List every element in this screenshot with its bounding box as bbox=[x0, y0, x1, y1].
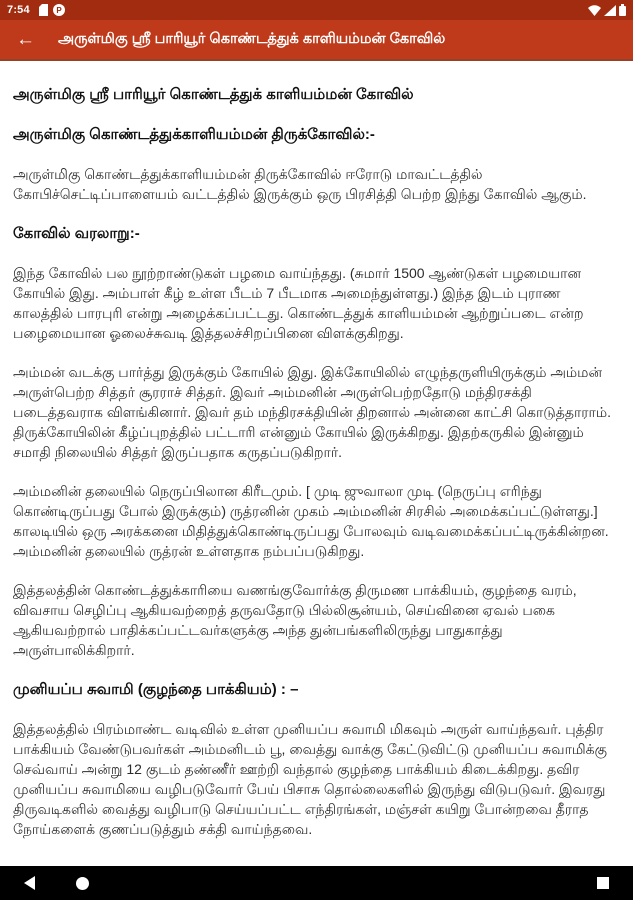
android-nav-bar bbox=[0, 866, 633, 900]
article-content bbox=[0, 61, 633, 866]
recents-square-shape bbox=[597, 877, 609, 889]
app-bar-title: அருள்மிகு ஸ்ரீ பாரியூர் கொண்டத்துக் காளியம்மன் கோவில் bbox=[58, 30, 446, 47]
cellular-signal-icon bbox=[604, 5, 616, 16]
back-triangle-shape bbox=[24, 876, 35, 890]
muniyappa-heading: முனியப்ப சுவாமி (குழந்தை பாக்கியம்) : – bbox=[13, 681, 299, 698]
history-heading: கோவில் வரலாறு:- bbox=[13, 225, 140, 242]
status-bar bbox=[0, 0, 633, 20]
svg-text:P: P bbox=[56, 6, 62, 15]
blessings-paragraph: இத்தலத்தின் கொண்டத்துக்காரியை வணங்குவோர்க்கு திருமண பாக்கியம், குழந்தை வரம், விவசாய செழிப்பு ஆகியவற்றைத் தருவதோடு பில்லிசூன்யம், செய்வினை ஏவல் பகை ஆகியவற்றால் பாதிக்கப்பட்டவர்களுக்கு அந்த துன்பங்களிலிருந்து பாதுகாத்து அருள்பாலிக்கிறார். bbox=[13, 582, 577, 658]
play-protect-icon bbox=[53, 4, 65, 16]
status-time: 7:54 bbox=[7, 4, 30, 16]
nav-recents-icon[interactable] bbox=[597, 877, 609, 889]
battery-icon bbox=[619, 4, 626, 16]
muniyappa-paragraph: இத்தலத்தில் பிரம்மாண்ட வடிவில் உள்ள முனியப்ப சுவாமி மிகவும் அருள் வாய்ந்தவர். புத்திர பாக்கியம் வேண்டுபவர்கள் அம்மனிடம் பூ, வைத்து வாக்கு கேட்டுவிட்டு முனியப்ப சுவாமிக்கு செவ்வாய் அன்று 12 குடம் தண்ணீர் ஊற்றி வந்தால் குழந்தை பாக்கியம் கிடைக்கிறது. தவிர முனியப்ப சுவாமியை வழிபடுவோர் பேய் பிசாசு தொல்லைகளில் இருந்து விடுபடுவர். இவரது திருவடிகளில் வைத்து வழிபாடு செய்யப்பட்ட எந்திரங்கள், மஞ்சள் கயிறு போன்றவை தீராத நோய்களைக் குணப்படுத்தும் சக்தி வாய்ந்தவை. bbox=[13, 721, 607, 837]
article-title-heading: அருள்மிகு ஸ்ரீ பாரியூர் கொண்டத்துக் காளியம்மன் கோவில் bbox=[13, 86, 414, 103]
history-paragraph-2: அம்மன் வடக்கு பார்த்து இருக்கும் கோயில் இது. இக்கோயிலில் எழுந்தருளியிருக்கும் அம்மன் அருள்பெற்ற சித்தர் சூரராச் சித்தர். இவர் அம்மனின் அருள்பெற்றதோடு மந்திரசக்தி படைத்தவராக விளங்கினார். இவர் தம் மந்திரசக்தியின் திறனால் அன்னை காட்சி கொடுத்தாராம். திருக்கோயிலின் கீழ்ப்புறத்தில் பட்டாரி என்னும் கோயில் இருக்கிறது. இதற்கருகில் இன்னும் சமாதி நிலையில் சித்தர் இருப்பதாக கருதப்படுகிறார். bbox=[13, 364, 612, 460]
wifi-icon bbox=[588, 5, 601, 16]
app-bar bbox=[0, 20, 633, 59]
temple-subtitle-heading: அருள்மிகு கொண்டத்துக்காளியம்மன் திருக்கோவில்:- bbox=[13, 126, 375, 143]
app-bar-shadow bbox=[0, 59, 633, 61]
intro-paragraph: அருள்மிகு கொண்டத்துக்காளியம்மன் திருக்கோவில் ஈரோடு மாவட்டத்தில் கோபிச்செட்டிப்பாளையம் வட்டத்தில் இருக்கும் ஒரு பிரசித்தி பெற்ற இந்து கோவில் ஆகும். bbox=[13, 166, 587, 202]
nav-home-icon[interactable] bbox=[35, 877, 89, 890]
status-right-icons bbox=[588, 4, 626, 16]
history-paragraph-1: இந்த கோவில் பல நூற்றாண்டுகள் பழமை வாய்ந்தது. (சுமார் 1500 ஆண்டுகள் பழமையான கோயில் இது. அம்பாள் கீழ் உள்ள பீடம் 7 பீடமாக அமைந்துள்ளது.) இந்த இடம் புராண காலத்தில் பாரபுரி என்று அழைக்கப்பட்டது. கொண்டத்துக் காளியம்மன் ஆற்றுப்படை என்ற பழைமையான ஓலைச்சுவடி இத்தலச்சிறப்பினை விளக்குகிறது. bbox=[13, 265, 584, 341]
status-left-icons bbox=[39, 4, 65, 16]
home-circle-shape bbox=[76, 877, 89, 890]
history-paragraph-3: அம்மனின் தலையில் நெருப்பிலான கிரீடமும். [ முடி ஜுவாலா முடி (நெருப்பு எரிந்து கொண்டிருப்பது போல் இருக்கும்) ருத்ரனின் முகம் அம்மனின் சிரசில் அமைக்கப்பட்டுள்ளது.] காலடியில் ஒரு அரக்கனை மிதித்துக்கொண்டிருப்பது போலவும் வடிவமைக்கப்பட்டிருக்கின்றன. அம்மனின் தலையில் ருத்ரன் உள்ளதாக நம்பப்படுகிறது. bbox=[13, 483, 609, 559]
arrow-left-icon[interactable]: ← bbox=[16, 29, 35, 50]
sd-card-icon bbox=[39, 4, 48, 16]
nav-back-icon[interactable] bbox=[24, 876, 35, 890]
